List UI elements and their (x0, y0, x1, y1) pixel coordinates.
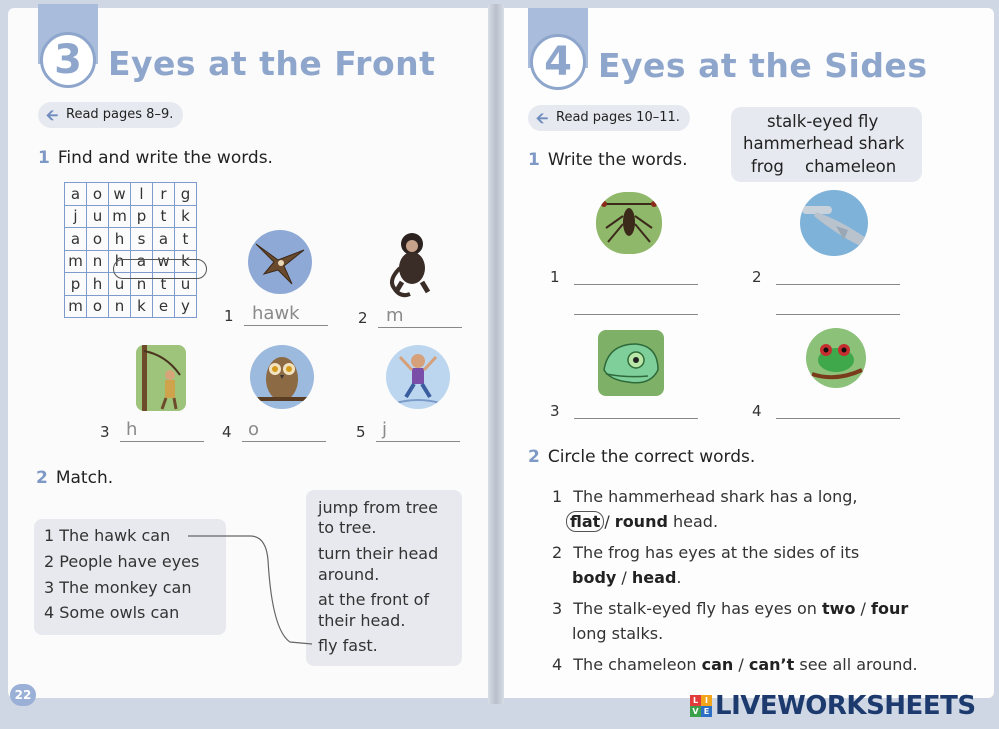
logo-letter: V (690, 706, 701, 717)
owl-picture (250, 345, 314, 409)
word-search-cell[interactable]: w (153, 250, 175, 273)
word-search-row (65, 183, 197, 206)
sentence-text: The chameleon (573, 655, 697, 674)
word-search-row (65, 228, 197, 251)
exercise-heading (528, 447, 755, 467)
option-separator: / (860, 599, 866, 618)
circled-word-hawk (113, 259, 207, 279)
match-start-item[interactable]: 4 Some owls can (44, 603, 180, 622)
answer-item-2 (358, 305, 404, 327)
match-ending-text[interactable]: their head. (318, 611, 406, 630)
word-search-cell[interactable]: h (87, 273, 109, 296)
answer-item-5 (356, 419, 388, 441)
answer-line[interactable] (776, 314, 900, 315)
answer-line[interactable] (378, 327, 462, 328)
word-search-cell[interactable]: u (175, 273, 197, 296)
word-search-cell[interactable]: o (87, 295, 109, 318)
unit-title: Eyes at the Sides (598, 46, 928, 85)
match-ending-text[interactable]: at the front of (318, 590, 430, 609)
logo-letter: L (690, 695, 701, 706)
sentence-1-options (566, 509, 718, 534)
sentence-3-line2: long stalks. (572, 624, 664, 643)
word-search-cell[interactable]: u (109, 273, 131, 296)
item-number: 4 (752, 402, 762, 420)
frog-picture (806, 328, 866, 388)
write-item-4 (752, 402, 762, 420)
answer-text: hawk (252, 303, 300, 324)
answer-line[interactable] (244, 325, 328, 326)
jumping-boy-picture (386, 345, 450, 409)
word-search-cell[interactable]: p (131, 205, 153, 228)
match-ending-text[interactable]: around. (318, 565, 380, 584)
answer-line[interactable] (120, 441, 204, 442)
option-a[interactable]: two (822, 599, 856, 618)
arrow-left-icon: 🡨 (536, 109, 549, 127)
answer-text: m (386, 305, 404, 326)
sentence-text: The hammerhead shark has a long, (573, 487, 858, 506)
option-separator: / (604, 512, 610, 531)
sentence-1 (552, 484, 858, 509)
answer-text: o (248, 419, 260, 440)
answer-line[interactable] (376, 441, 460, 442)
sentence-text: The frog has eyes at the sides of its (573, 543, 860, 562)
exercise-number: 2 (36, 468, 48, 488)
stalk-eyed-fly-picture (596, 192, 662, 254)
exercise-instruction: Write the words. (547, 150, 688, 170)
word-search-cell[interactable]: h (109, 250, 131, 273)
exercise-number: 1 (528, 150, 540, 170)
exercise-instruction: Match. (55, 468, 114, 488)
answer-text: j (382, 419, 388, 440)
word-search-cell[interactable]: t (153, 205, 175, 228)
hawk-picture (248, 230, 312, 294)
word-search-cell[interactable]: l (131, 183, 153, 206)
logo-letter: E (701, 706, 712, 717)
word-search-cell[interactable]: e (153, 295, 175, 318)
match-ending-text[interactable]: turn their head (318, 544, 439, 563)
match-ending-text[interactable]: to tree. (318, 518, 377, 537)
word-search-cell[interactable]: a (131, 250, 153, 273)
sentence-tail: see all around. (799, 655, 918, 674)
exercise-heading (38, 148, 273, 168)
answer-line[interactable] (574, 284, 698, 285)
write-item-2 (752, 268, 762, 286)
word-search-cell[interactable]: k (175, 205, 197, 228)
item-number: 1 (224, 307, 234, 325)
word-box-item: chameleon (805, 157, 897, 176)
sentence-tail: . (676, 568, 682, 587)
word-search-cell[interactable]: w (109, 183, 131, 206)
word-search-cell[interactable]: k (131, 295, 153, 318)
sentence-2-options (572, 565, 682, 590)
word-box (731, 107, 922, 182)
answer-item-4 (222, 419, 260, 441)
word-search-cell[interactable]: r (153, 183, 175, 206)
unit-number-badge: 3 (40, 32, 96, 88)
option-a[interactable]: body (572, 568, 617, 587)
exercise-instruction: Circle the correct words. (547, 447, 756, 467)
exercise-heading (528, 150, 687, 170)
hunter-picture (136, 345, 186, 411)
sentence-number: 4 (552, 655, 563, 674)
word-search-row (65, 295, 197, 318)
liveworksheets-logo-icon (690, 695, 712, 717)
word-box-item: stalk-eyed fly (767, 112, 879, 131)
read-pages-text: Read pages 10–11. (556, 110, 680, 125)
arrow-left-icon: 🡨 (46, 106, 59, 124)
match-start-item[interactable]: 2 People have eyes (44, 552, 200, 571)
item-number: 2 (752, 268, 762, 286)
exercise-heading (36, 468, 113, 488)
sentence-number: 1 (552, 487, 563, 506)
word-search-cell[interactable]: n (109, 295, 131, 318)
item-number: 2 (358, 309, 368, 327)
word-search-cell[interactable]: t (175, 228, 197, 251)
option-separator: / (621, 568, 627, 587)
answer-item-1 (224, 303, 300, 325)
liveworksheets-brand[interactable] (690, 691, 976, 721)
unit-title: Eyes at the Front (108, 44, 436, 83)
item-number: 5 (356, 423, 366, 441)
option-a[interactable]: can (701, 655, 734, 674)
word-search-cell[interactable]: s (131, 228, 153, 251)
option-separator: / (738, 655, 744, 674)
exercise-instruction: Find and write the words. (57, 148, 273, 168)
brand-text: LIVEWORKSHEETS (715, 691, 976, 721)
sentence-4 (552, 652, 918, 677)
word-search-cell[interactable]: a (153, 228, 175, 251)
answer-line[interactable] (776, 418, 900, 419)
unit-number-badge: 4 (530, 34, 586, 90)
write-item-1 (550, 268, 560, 286)
sentence-tail: head. (673, 512, 719, 531)
write-item-3 (550, 402, 560, 420)
word-search-cell[interactable]: m (65, 295, 87, 318)
word-search-cell[interactable]: a (65, 228, 87, 251)
word-search-cell[interactable]: u (87, 205, 109, 228)
word-search-cell[interactable]: n (87, 250, 109, 273)
option-b[interactable]: round (614, 512, 668, 531)
word-search-cell[interactable]: o (87, 183, 109, 206)
word-search-cell[interactable]: t (153, 273, 175, 296)
monkey-picture (380, 228, 444, 300)
exercise-number: 2 (528, 447, 540, 467)
chameleon-picture (598, 330, 664, 396)
sentence-number: 2 (552, 543, 563, 562)
match-start-item[interactable]: 1 The hawk can (44, 526, 171, 545)
word-search-cell[interactable]: o (87, 228, 109, 251)
sentence-2 (552, 540, 859, 565)
read-pages-text: Read pages 8–9. (66, 107, 174, 122)
match-start-item[interactable]: 3 The monkey can (44, 578, 192, 597)
option-b[interactable]: head (631, 568, 677, 587)
answer-line[interactable] (242, 441, 326, 442)
answer-item-3 (100, 419, 138, 441)
exercise-number: 1 (38, 148, 50, 168)
page-number: 22 (10, 684, 36, 706)
word-search-cell[interactable]: y (175, 295, 197, 318)
word-search-cell[interactable]: g (175, 183, 197, 206)
word-search-grid (64, 182, 197, 318)
match-ending-text[interactable]: jump from tree (318, 498, 438, 517)
item-number: 1 (550, 268, 560, 286)
read-pages-pill (528, 105, 690, 131)
option-b[interactable]: can’t (748, 655, 795, 674)
word-search-row (65, 205, 197, 228)
word-box-item: hammerhead shark (743, 134, 905, 153)
match-connector-line (180, 530, 320, 650)
word-search-cell[interactable]: a (65, 183, 87, 206)
read-pages-pill (38, 102, 183, 128)
word-search-cell[interactable]: m (65, 250, 87, 273)
item-number: 3 (550, 402, 560, 420)
word-box-item: frog (751, 157, 784, 176)
word-search-cell[interactable]: n (131, 273, 153, 296)
option-a[interactable]: flat (566, 511, 604, 532)
logo-letter: I (701, 695, 712, 706)
word-search-cell[interactable]: k (175, 250, 197, 273)
book-gutter (488, 4, 504, 704)
option-b[interactable]: four (871, 599, 909, 618)
item-number: 4 (222, 423, 232, 441)
hammerhead-shark-picture (800, 190, 868, 256)
match-ending-text[interactable]: fly fast. (318, 636, 378, 655)
word-search-cell[interactable]: m (109, 205, 131, 228)
answer-line[interactable] (776, 284, 900, 285)
sentence-number: 3 (552, 599, 563, 618)
word-search-cell[interactable]: j (65, 205, 87, 228)
sentence-text: The stalk-eyed fly has eyes on (573, 599, 817, 618)
item-number: 3 (100, 423, 110, 441)
answer-line[interactable] (574, 418, 698, 419)
sentence-3 (552, 596, 908, 621)
word-search-cell[interactable]: h (109, 228, 131, 251)
word-search-cell[interactable]: p (65, 273, 87, 296)
answer-line[interactable] (574, 314, 698, 315)
answer-text: h (126, 419, 138, 440)
